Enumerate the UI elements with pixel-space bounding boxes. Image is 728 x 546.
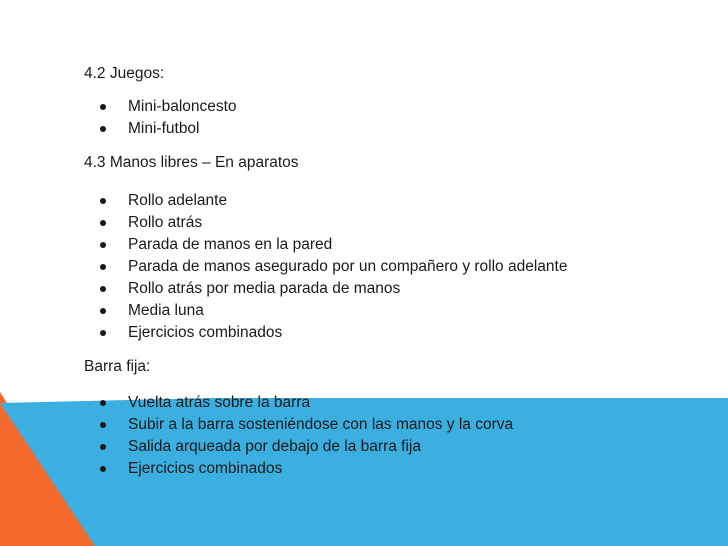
bullet-list-juegos xyxy=(84,96,237,140)
bullet-icon xyxy=(100,308,106,314)
section-heading-barra-fija: Barra fija: xyxy=(84,358,151,375)
list-item xyxy=(84,190,567,212)
bullet-list-barra-fija xyxy=(84,392,513,480)
list-item-text: Ejercicios combinados xyxy=(128,460,283,477)
list-item xyxy=(84,392,513,414)
list-item-text: Rollo atrás xyxy=(128,214,203,231)
list-item-text: Media luna xyxy=(128,302,204,319)
bullet-icon xyxy=(100,220,106,226)
bullet-icon xyxy=(100,444,106,450)
list-item xyxy=(84,278,567,300)
list-item xyxy=(84,300,567,322)
bullet-icon xyxy=(100,422,106,428)
section-heading-manos-libres: 4.3 Manos libres – En aparatos xyxy=(84,154,299,171)
list-item xyxy=(84,256,567,278)
list-item-text: Rollo atrás por media parada de manos xyxy=(128,280,401,297)
list-item xyxy=(84,436,513,458)
bullet-icon xyxy=(100,400,106,406)
list-item-text: Salida arqueada por debajo de la barra fija xyxy=(128,438,421,455)
list-item xyxy=(84,234,567,256)
list-item-text: Rollo adelante xyxy=(128,192,228,209)
list-item-text: Parada de manos asegurado por un compañero y rollo adelante xyxy=(128,258,568,275)
bullet-icon xyxy=(100,264,106,270)
list-item xyxy=(84,414,513,436)
list-item-text: Parada de manos en la pared xyxy=(128,236,333,253)
section-heading-juegos: 4.2 Juegos: xyxy=(84,65,165,82)
bullet-icon xyxy=(100,466,106,472)
list-item-text: Ejercicios combinados xyxy=(128,324,283,341)
bullet-icon xyxy=(100,198,106,204)
list-item xyxy=(84,118,237,140)
list-item-text: Vuelta atrás sobre la barra xyxy=(128,394,311,411)
list-item-text: Mini-futbol xyxy=(128,120,200,137)
list-item xyxy=(84,96,237,118)
bullet-icon xyxy=(100,126,106,132)
list-item-text: Subir a la barra sosteniéndose con las manos y la corva xyxy=(128,416,514,433)
list-item xyxy=(84,322,567,344)
bullet-list-manos-libres xyxy=(84,190,567,344)
list-item xyxy=(84,212,567,234)
list-item xyxy=(84,458,513,480)
bullet-icon xyxy=(100,242,106,248)
bullet-icon xyxy=(100,286,106,292)
bullet-icon xyxy=(100,330,106,336)
bullet-icon xyxy=(100,104,106,110)
list-item-text: Mini-baloncesto xyxy=(128,98,237,115)
